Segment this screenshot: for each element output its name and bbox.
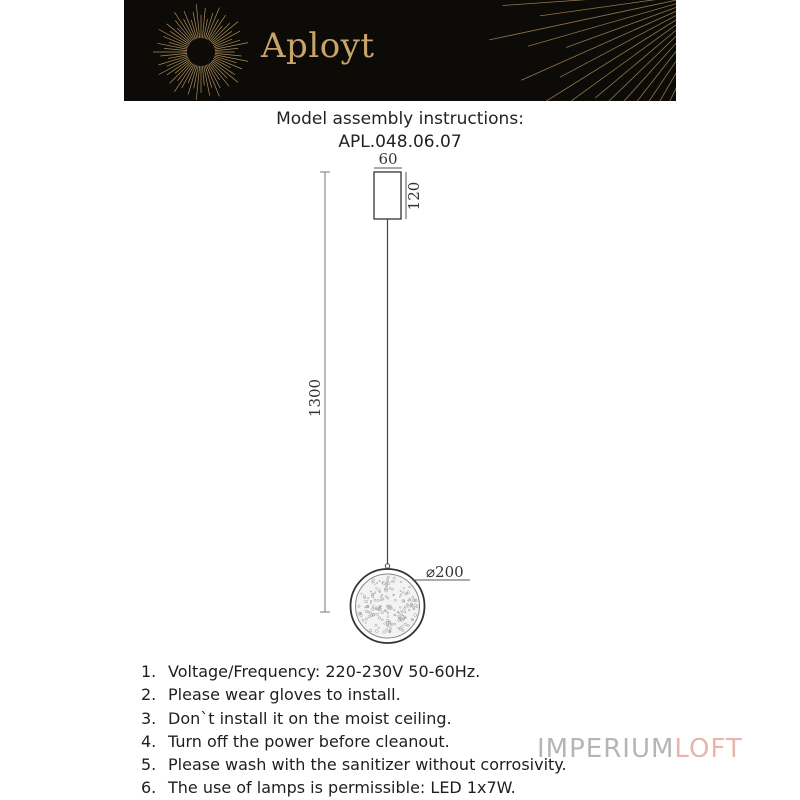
list-item: 4. Turn off the power before cleanout. <box>141 731 450 751</box>
shade-diameter-label: ⌀200 <box>426 563 464 581</box>
instructions-list <box>141 660 567 800</box>
list-item: 2. Please wear gloves to install. <box>141 685 401 705</box>
cord-ring <box>385 564 389 568</box>
list-item: 5. Please wash with the sanitizer without corrosivity. <box>141 755 567 775</box>
page-title: Model assembly instructions: <box>276 109 524 129</box>
ceiling-canopy <box>374 172 401 219</box>
brand-logo-text: Aployt <box>261 26 375 66</box>
list-item: 3. Don`t install it on the moist ceiling. <box>141 708 452 728</box>
total-length-label: 1300 <box>306 378 324 418</box>
watermark: IMPERIUMLOFT <box>537 734 743 764</box>
model-number: APL.048.06.07 <box>338 132 462 152</box>
canopy-width-label: 60 <box>378 150 398 168</box>
list-item: 6. The use of lamps is permissible: LED 1x7W. <box>141 778 516 798</box>
list-item: 1. Voltage/Frequency: 220-230V 50-60Hz. <box>141 662 481 681</box>
canopy-height-label: 120 <box>405 181 423 211</box>
